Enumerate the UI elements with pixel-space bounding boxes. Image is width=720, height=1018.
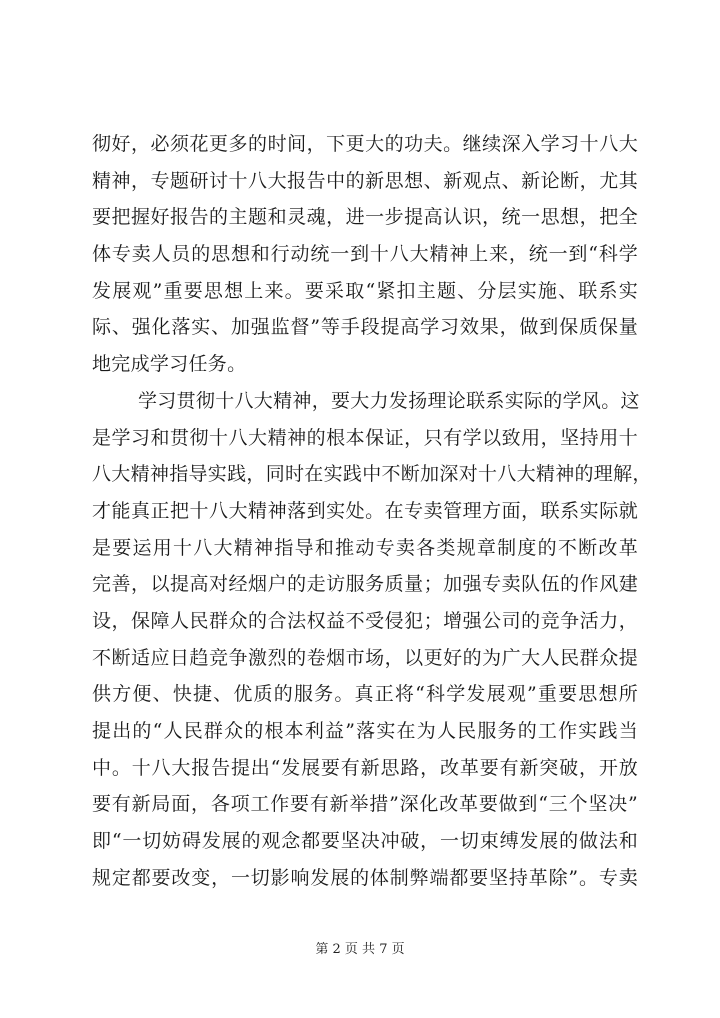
- text-line: 不断适应日趋竞争激烈的卷烟市场，以更好的为广大人民群众提: [92, 646, 638, 669]
- page-number-footer: 第 2 页 共 7 页: [315, 942, 405, 957]
- text-line: 才能真正把十八大精神落到实处。在专卖管理方面，联系实际就: [92, 499, 638, 522]
- text-line: 际、强化落实、加强监督”等手段提高学习效果，做到保质保量: [92, 316, 638, 339]
- text-line: 是要运用十八大精神指导和推动专卖各类规章制度的不断改革: [92, 536, 638, 559]
- text-line: 要有新局面，各项工作要有新举措”深化改革要做到“三个坚决”: [92, 793, 638, 816]
- text-line: 体专卖人员的思想和行动统一到十八大精神上来，统一到“科学: [92, 243, 638, 266]
- text-line: 供方便、快捷、优质的服务。真正将“科学发展观”重要思想所: [92, 683, 638, 706]
- text-line: 即“一切妨碍发展的观念都要坚决冲破，一切束缚发展的做法和: [92, 830, 638, 853]
- text-line: 八大精神指导实践，同时在实践中不断加深对十八大精神的理解，: [92, 463, 652, 486]
- text-line: 中。十八大报告提出“发展要有新思路，改革要有新突破，开放: [92, 756, 638, 779]
- paragraph-end-line: 地完成学习任务。: [92, 353, 247, 376]
- text-line: 要把握好报告的主题和灵魂，进一步提高认识，统一思想，把全: [92, 206, 638, 229]
- text-line: 设，保障人民群众的合法权益不受侵犯；增强公司的竞争活力，: [92, 609, 638, 632]
- text-line: 提出的“人民群众的根本利益”落实在为人民服务的工作实践当: [92, 720, 638, 742]
- text-line: 发展观”重要思想上来。要采取“紧扣主题、分层实施、联系实: [92, 279, 638, 302]
- paragraph-first-line: 学习贯彻十八大精神，要大力发扬理论联系实际的学风。这: [138, 389, 640, 412]
- text-line: 完善，以提高对经烟户的走访服务质量；加强专卖队伍的作风建: [92, 573, 638, 596]
- text-line: 是学习和贯彻十八大精神的根本保证，只有学以致用，坚持用十: [92, 426, 638, 449]
- document-body: [92, 126, 652, 896]
- text-line: 规定都要改变，一切影响发展的体制弊端都要坚持革除”。专卖: [92, 866, 638, 889]
- text-line: 彻好，必须花更多的时间，下更大的功夫。继续深入学习十八大: [92, 133, 638, 155]
- text-line: 精神，专题研讨十八大报告中的新思想、新观点、新论断，尤其: [92, 169, 638, 192]
